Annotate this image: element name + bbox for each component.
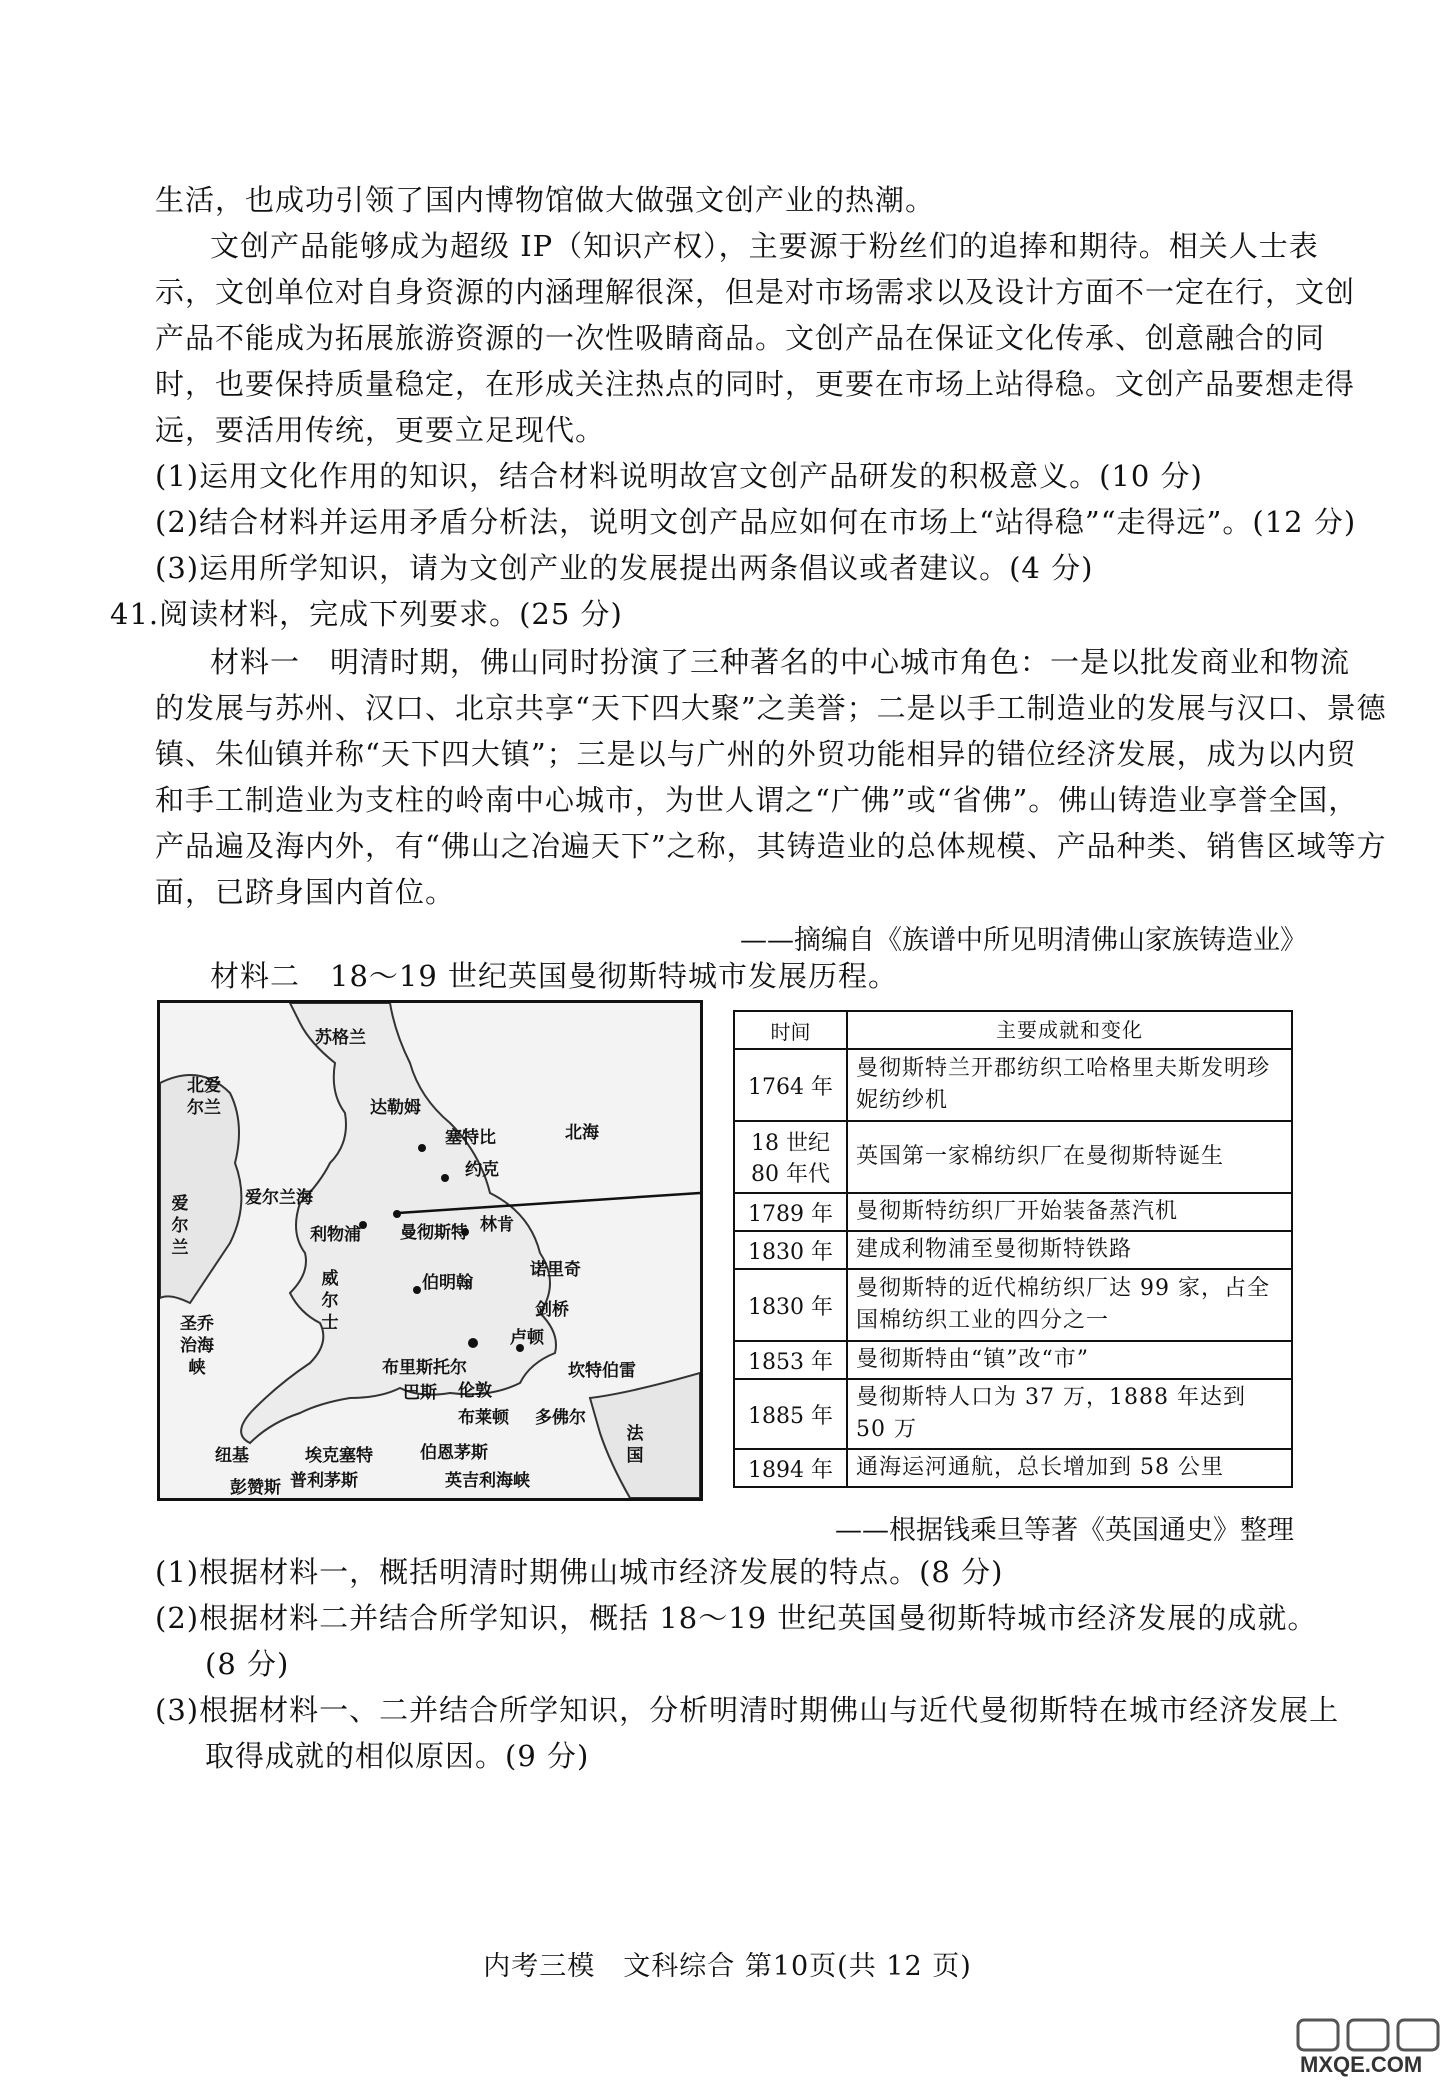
map-label: 彭赞斯 [230,1478,281,1498]
map-label: 曼彻斯特 [400,1223,468,1243]
map-label: 埃克塞特 [305,1446,373,1466]
map-label: 林肯 [480,1215,514,1235]
uk-map [157,1000,703,1501]
table-row [734,1231,1292,1269]
map-label: 伦敦 [458,1381,492,1401]
table-cell-time: 1789 年 [734,1193,847,1231]
map-label: 巴斯 [403,1383,437,1403]
question-40-1: (1)运用文化作用的知识，结合材料说明故宫文创产品研发的积极意义。(10 分) [155,459,1203,493]
map-label: 北海 [565,1123,599,1143]
question-41-2: (2)根据材料二并结合所学知识，概括 18～19 世纪英国曼彻斯特城市经济发展的成就。 [155,1601,1318,1635]
map-label: 爱尔兰 [171,1194,189,1258]
text-line: 远，要活用传统，更要立足现代。 [155,413,606,447]
map-label: 布里斯托尔 [382,1358,467,1378]
table-cell-time: 1894 年 [734,1449,847,1487]
map-label: 诺里奇 [530,1260,581,1280]
map-label: 威尔士 [321,1269,339,1333]
question-40-3: (3)运用所学知识，请为文创产业的发展提出两条倡议或者建议。(4 分) [155,551,1094,585]
table-row [734,1269,1292,1341]
map-label: 苏格兰 [315,1028,366,1048]
map-label: 法国 [626,1424,644,1466]
material-1-source: ——摘编自《族谱中所见明清佛山家族铸造业》 [740,925,1307,956]
map-label: 约克 [465,1160,499,1180]
question-41-3: 取得成就的相似原因。(9 分) [205,1739,590,1773]
question-41-3: (3)根据材料一、二并结合所学知识，分析明清时期佛山与近代曼彻斯特在城市经济发展上 [155,1693,1340,1727]
table-row [734,1121,1292,1193]
table-cell-time: 1830 年 [734,1231,847,1269]
map-label: 剑桥 [535,1300,569,1320]
material-1-text: 的发展与苏州、汉口、北京共享“天下四大聚”之美誉；二是以手工制造业的发展与汉口、景德 [155,691,1387,725]
question-41-1: (1)根据材料一，概括明清时期佛山城市经济发展的特点。(8 分) [155,1555,1004,1589]
table-cell-event: 曼彻斯特纺织厂开始装备蒸汽机 [847,1193,1292,1231]
question-41-2-score: (8 分) [205,1647,290,1681]
table-cell-event: 通海运河通航，总长增加到 58 公里 [847,1449,1292,1487]
material-2-title: 材料二 18～19 世纪英国曼彻斯特城市发展历程。 [210,959,899,993]
question-40-2: (2)结合材料并运用矛盾分析法，说明文创产品应如何在市场上“站得稳”“走得远”。(12 分) [155,505,1357,539]
table-row [734,1341,1292,1379]
page-footer: 内考三模 文科综合 第10页(共 12 页) [483,1951,972,1982]
text-line: 产品不能成为拓展旅游资源的一次性吸睛商品。文创产品在保证文化传承、创意融合的同 [155,321,1326,355]
map-label: 多佛尔 [535,1408,586,1428]
map-outline [160,1003,700,1498]
map-label: 伯明翰 [422,1273,473,1293]
table-header-row [734,1011,1292,1049]
map-label: 布莱顿 [458,1408,509,1428]
table-cell-time: 1853 年 [734,1341,847,1379]
map-label: 达勒姆 [370,1098,421,1118]
table-cell-time: 1885 年 [734,1379,847,1449]
text-line: 示，文创单位对自身资源的内涵理解很深，但是对市场需求以及设计方面不一定在行，文创 [155,275,1356,309]
table-cell-event: 建成利物浦至曼彻斯特铁路 [847,1231,1292,1269]
material-1-text: 产品遍及海内外，有“佛山之冶遍天下”之称，其铸造业的总体规模、产品种类、销售区域等方 [155,829,1387,863]
table-row [734,1193,1292,1231]
table-cell-event: 曼彻斯特兰开郡纺织工哈格里夫斯发明珍妮纺纱机 [847,1049,1292,1121]
question-41-heading: 41.阅读材料，完成下列要求。(25 分) [110,597,623,631]
table-cell-event: 曼彻斯特由“镇”改“市” [847,1341,1292,1379]
map-label: 爱尔兰海 [245,1188,313,1208]
map-label: 利物浦 [310,1225,361,1245]
map-label: 坎特伯雷 [568,1361,636,1381]
table-cell-event: 曼彻斯特的近代棉纺织厂达 99 家，占全国棉纺织工业的四分之一 [847,1269,1292,1341]
text-line: 生活，也成功引领了国内博物馆做大做强文创产业的热潮。 [155,183,936,217]
map-label: 卢顿 [510,1328,544,1348]
material-1-text: 面，已跻身国内首位。 [155,875,456,909]
table-cell-time: 1830 年 [734,1269,847,1341]
map-label: 圣乔治海峡 [180,1314,214,1378]
map-label: 塞特比 [445,1128,496,1148]
material-2-source: ——根据钱乘旦等著《英国通史》整理 [835,1515,1294,1546]
map-label: 伯恩茅斯 [420,1443,488,1463]
table-row [734,1049,1292,1121]
material-1-text: 材料一 明清时期，佛山同时扮演了三种著名的中心城市角色：一是以批发商业和物流 [210,645,1351,679]
map-label: 普利茅斯 [290,1471,358,1491]
table-cell-time: 1764 年 [734,1049,847,1121]
text-line: 时，也要保持质量稳定，在形成关注热点的同时，更要在市场上站得稳。文创产品要想走得 [155,367,1356,401]
table-header: 主要成就和变化 [847,1011,1292,1049]
table-cell-event: 英国第一家棉纺织厂在曼彻斯特诞生 [847,1121,1292,1193]
text-line: 文创产品能够成为超级 IP（知识产权），主要源于粉丝们的追捧和期待。相关人士表 [210,229,1319,263]
table-row [734,1449,1292,1487]
table-header: 时间 [734,1011,847,1049]
watermark-text: MXQE.COM [1300,2052,1423,2077]
map-label: 英吉利海峡 [445,1471,530,1491]
map-label: 北爱尔兰 [187,1076,221,1118]
table-cell-event: 曼彻斯特人口为 37 万，1888 年达到 50 万 [847,1379,1292,1449]
material-1-text: 和手工制造业为支柱的岭南中心城市，为世人谓之“广佛”或“省佛”。佛山铸造业享誉全国， [155,783,1359,817]
material-1-text: 镇、朱仙镇并称“天下四大镇”；三是以与广州的外贸功能相异的错位经济发展，成为以内贸 [155,737,1357,771]
map-label: 纽基 [215,1446,249,1466]
table-row [734,1379,1292,1449]
manchester-timeline-table [733,1010,1293,1488]
table-cell-time: 18 世纪 80 年代 [734,1121,847,1193]
